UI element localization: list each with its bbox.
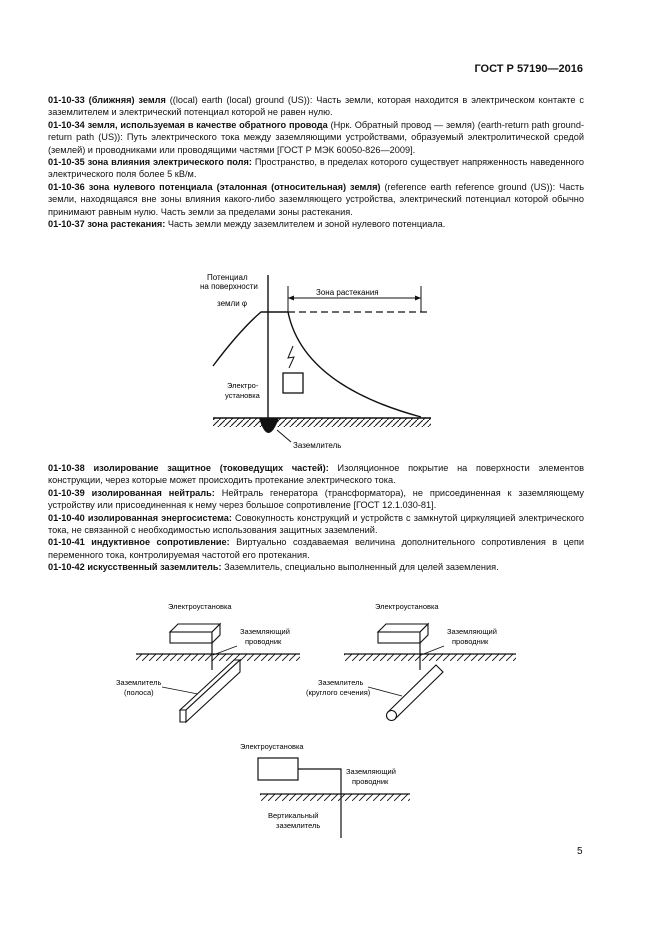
bottom-installation-label: Электроустановка <box>240 742 304 751</box>
term-01-10-34: 01-10-34 земля, используемая в качестве обратного провода (Нрк. Обратный провод — земля) (earth-return path ground-return path (US)): Путь электрического тока между заземляющими устройствами, образуемый электролитической средой (землей) и проводниками или проводящими частями [ГОСТ Р МЭК 60050-826—2009]. <box>48 119 585 155</box>
lightning-icon <box>288 346 294 368</box>
figure-artificial-electrodes <box>100 598 580 843</box>
right-electrode-line2: (круглого сечения) <box>306 688 371 697</box>
strip-electrode <box>180 660 240 710</box>
electrode-label: Заземлитель <box>293 441 342 450</box>
left-electrode-line2: (полоса) <box>124 688 154 697</box>
potential-curve <box>213 312 421 417</box>
left-conductor-line1: Заземляющий <box>240 627 290 636</box>
right-installation-box <box>378 632 420 643</box>
ylabel-line1: Потенциал <box>207 273 248 282</box>
round-electrode-diagram <box>306 602 516 721</box>
ground-hatch <box>213 418 431 427</box>
right-conductor-line2: проводник <box>452 637 489 646</box>
bottom-installation-box <box>258 758 298 780</box>
installation-line1: Электро- <box>227 381 259 390</box>
term-01-10-39: 01-10-39 изолированная нейтраль: Нейтраль генератора (трансформатора), не присоединенная к заземляющему устройству или присоединенная к нему через большое сопротивление [ГОСТ 12.1.030-81]. <box>48 487 584 511</box>
right-electrode-line1: Заземлитель <box>318 678 364 687</box>
right-installation-label: Электроустановка <box>375 602 439 611</box>
left-installation-box <box>170 632 212 643</box>
left-electrode-line1: Заземлитель <box>116 678 162 687</box>
strip-electrode-diagram <box>116 602 300 722</box>
installation-line2: установка <box>225 391 260 400</box>
round-electrode <box>388 665 443 719</box>
term-01-10-42: 01-10-42 искусственный заземлитель: Заземлитель, специально выполненный для целей заземления. <box>48 562 499 573</box>
vertical-electrode-diagram <box>240 742 410 838</box>
terms-block-top <box>48 94 584 230</box>
figure-spreading-zone <box>195 270 455 455</box>
bottom-electrode-line2: заземлитель <box>276 821 321 830</box>
term-01-10-36: 01-10-36 зона нулевого потенциала (эталонная (относительная) земля) (reference earth reference ground (US)): Часть земли, находящаяся вне зоны влияния какого-либо заземляющего устройства, электрический потенциал которой обычно принимают равным нулю. Часть земли за пределами зоны растекания. <box>48 181 584 217</box>
term-01-10-33: 01-10-33 (ближняя) земля ((local) earth (local) ground (US)): Часть земли, которая находится в электрическом контакте с заземлителем и электрический потенциал которой не равен нулю. <box>48 95 584 118</box>
left-installation-label: Электроустановка <box>168 602 232 611</box>
ylabel-line2: на поверхности <box>200 282 258 291</box>
terms-block-bottom <box>48 462 584 574</box>
term-01-10-37: 01-10-37 зона растекания: Часть земли между заземлителем и зоной нулевого потенциала. <box>48 219 446 230</box>
bottom-electrode-line1: Вертикальный <box>268 811 319 820</box>
electrode-leader <box>277 430 291 442</box>
bottom-conductor-line2: проводник <box>352 777 389 786</box>
term-01-10-38: 01-10-38 изолирование защитное (токоведущих частей): Изоляционное покрытие на поверхности элементов конструкции, через которые может происходить протекание электрического тока. <box>48 463 584 486</box>
term-01-10-41: 01-10-41 индуктивное сопротивление: Виртуально создаваемая величина дополнительного сопротивления в цепи переменного тока, контролируемая частотой его протекания. <box>48 537 584 560</box>
bottom-conductor-line1: Заземляющий <box>346 767 396 776</box>
term-01-10-35: 01-10-35 зона влияния электрического поля: Пространство, в пределах которого существует напряженность наведенного электрического поля более 5 кВ/м. <box>48 157 584 180</box>
page-number: 5 <box>577 846 583 857</box>
ylabel-line3: земли φ <box>217 299 248 308</box>
installation-box <box>283 373 303 393</box>
left-conductor-line2: проводник <box>245 637 282 646</box>
standard-number: ГОСТ Р 57190—2016 <box>474 63 583 75</box>
term-01-10-40: 01-10-40 изолированная энергосистема: Совокупность конструкций и устройств с замкнутой циркуляцией электрического тока, не связанной с необходимостью использования защитных заземлений. <box>48 512 585 536</box>
zone-label: Зона растекания <box>316 288 379 297</box>
right-conductor-line1: Заземляющий <box>447 627 497 636</box>
